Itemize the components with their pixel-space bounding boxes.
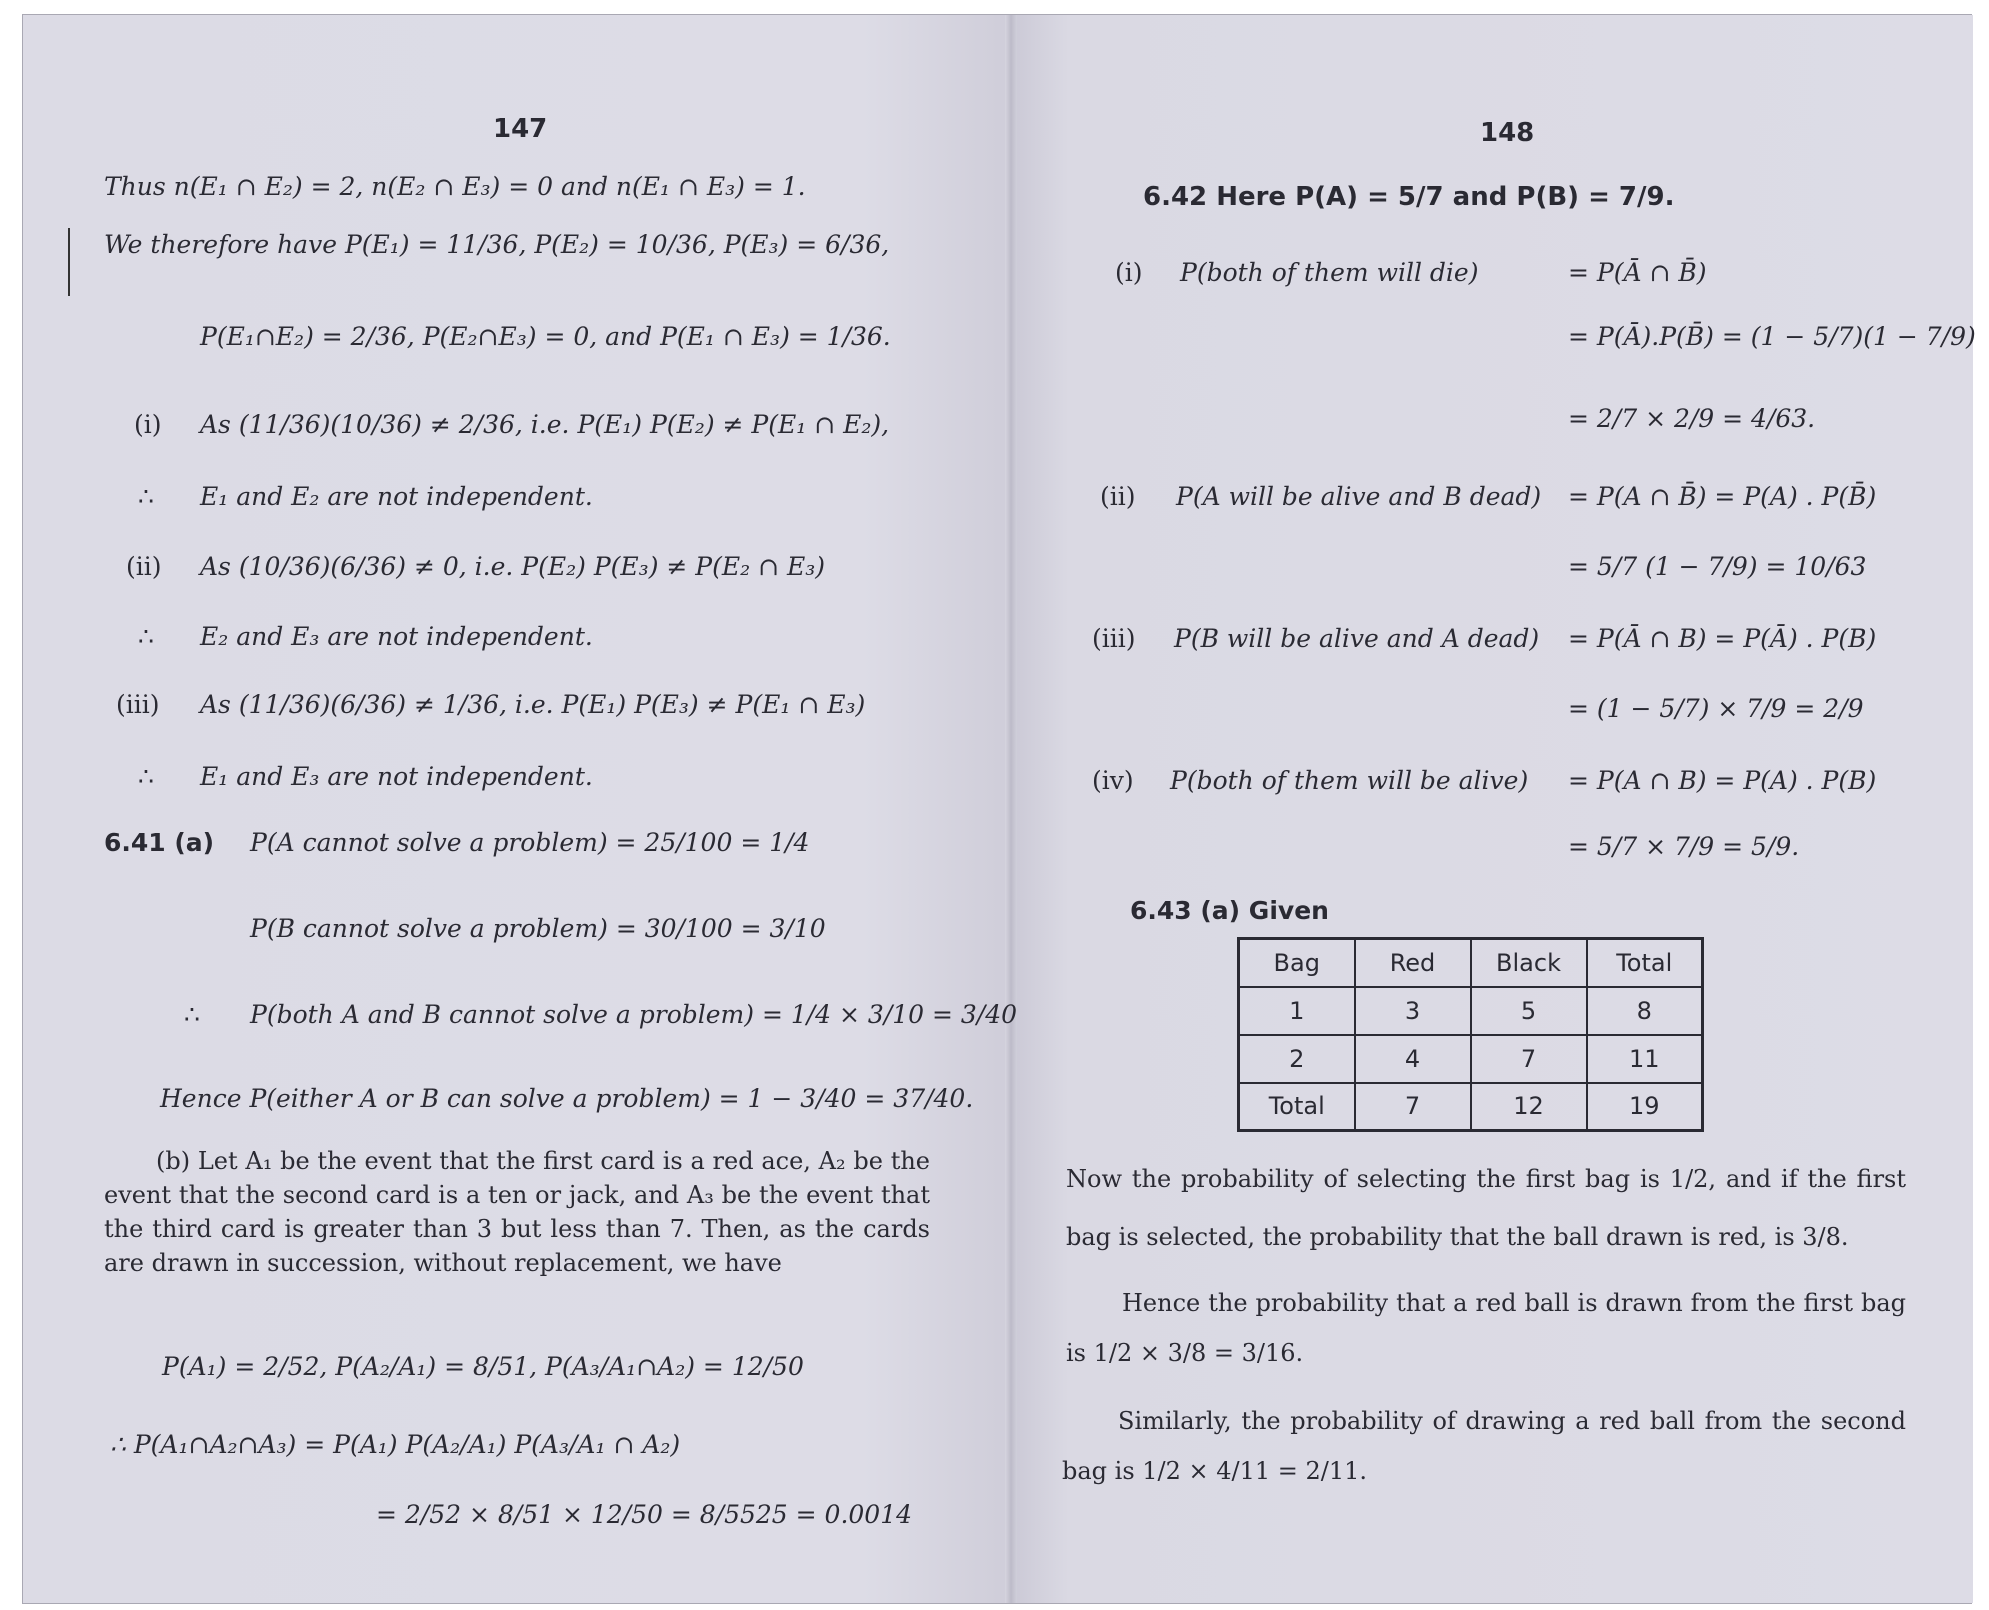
label-r-iv: (iv) (1092, 766, 1134, 795)
table-header-cell: Black (1471, 939, 1587, 987)
label-therefore-1: ∴ (138, 482, 154, 511)
label-i: (i) (134, 410, 162, 439)
equation-p-a1: P(A₁) = 2/52, P(A₂/A₁) = 8/51, P(A₃/A₁∩A₂) = 12/50 (162, 1352, 804, 1381)
paragraph-select-bag: Now the probability of selecting the first bag is 1/2, and if the first bag is selected, the probability that the ball drawn is red, is 3/8. (1066, 1165, 1906, 1251)
table-header-cell: Red (1355, 939, 1471, 987)
eq-a-alive-2: = 5/7 (1 − 7/9) = 10/63 (1568, 552, 1867, 581)
desc-both-alive: P(both of them will be alive) (1170, 766, 1529, 795)
desc-both-die: P(both of them will die) (1180, 258, 1479, 287)
eq-b-alive-2: = (1 − 5/7) × 7/9 = 2/9 (1568, 694, 1864, 723)
table-cell: 7 (1355, 1083, 1471, 1131)
right-page-number: 148 (1480, 118, 1535, 148)
table-cell: 8 (1587, 987, 1703, 1035)
eq-both-die: = P(Ā ∩ B̄) (1568, 258, 1707, 287)
table-header-cell: Bag (1239, 939, 1355, 987)
eq-b-alive: = P(Ā ∩ B) = P(Ā) . P(B) (1568, 624, 1877, 653)
line-ii: As (10/36)(6/36) ≠ 0, i.e. P(E₂) P(E₃) ≠ P(E₂ ∩ E₃) (200, 552, 825, 581)
heading-6-43: 6.43 (a) Given (1130, 896, 1329, 925)
desc-a-alive: P(A will be alive and B dead) (1176, 482, 1542, 511)
margin-pen-mark (68, 228, 70, 296)
table-cell: 3 (1355, 987, 1471, 1035)
equation-result: = 2/52 × 8/51 × 12/50 = 8/5525 = 0.0014 (376, 1500, 913, 1529)
heading-6-42: 6.42 Here P(A) = 5/7 and P(B) = 7/9. (1143, 182, 1675, 212)
table-cell: Total (1239, 1083, 1355, 1131)
line-therefore: We therefore have P(E₁) = 11/36, P(E₂) = 10/36, P(E₃) = 6/36, (104, 230, 890, 259)
table-row (1239, 987, 1703, 1035)
equation-p-a1a2a3: ∴ P(A₁∩A₂∩A₃) = P(A₁) P(A₂/A₁) P(A₃/A₁ ∩ A₂) (110, 1430, 681, 1459)
line-b-cannot: P(B cannot solve a problem) = 30/100 = 3/10 (250, 914, 826, 943)
bag-table (1237, 937, 1704, 1132)
label-ii: (ii) (126, 552, 162, 581)
table-cell: 11 (1587, 1035, 1703, 1083)
line-not-indep-2: E₂ and E₃ are not independent. (200, 622, 593, 651)
eq-both-alive: = P(A ∩ B) = P(A) . P(B) (1568, 766, 1877, 795)
table-cell: 7 (1471, 1035, 1587, 1083)
line-not-indep-1: E₁ and E₂ are not independent. (200, 482, 593, 511)
eq-both-die-3: = 2/7 × 2/9 = 4/63. (1568, 404, 1816, 433)
table-cell: 12 (1471, 1083, 1587, 1131)
eq-both-die-2: = P(Ā).P(B̄) = (1 − 5/7)(1 − 7/9) (1568, 322, 1976, 351)
line-intersections: P(E₁∩E₂) = 2/36, P(E₂∩E₃) = 0, and P(E₁ ∩ E₃) = 1/36. (200, 322, 891, 351)
table-cell: 4 (1355, 1035, 1471, 1083)
label-6-41: 6.41 (a) (104, 828, 215, 857)
table-header-cell: Total (1587, 939, 1703, 987)
label-therefore-2: ∴ (138, 622, 154, 651)
paragraph-second-bag: Similarly, the probability of drawing a red ball from the second bag is 1/2 × 4/11 = 2/11. (1062, 1407, 1906, 1485)
paragraph-b: (b) Let A₁ be the event that the first card is a red ace, A₂ be the event that the second card is a ten or jack, and A₃ be the event that the third card is greater than 3 but less than 7. Then, as the cards are drawn in succession, without replacement, we have (104, 1147, 930, 1277)
label-therefore-4: ∴ (184, 1000, 200, 1029)
label-r-i: (i) (1115, 258, 1143, 287)
line-iii: As (11/36)(6/36) ≠ 1/36, i.e. P(E₁) P(E₃) ≠ P(E₁ ∩ E₃) (200, 690, 866, 719)
label-iii: (iii) (116, 690, 160, 719)
line-hence-either: Hence P(either A or B can solve a problem) = 1 − 3/40 = 37/40. (160, 1084, 974, 1113)
book-gutter (1005, 15, 1017, 1603)
table-cell: 2 (1239, 1035, 1355, 1083)
table-cell: 19 (1587, 1083, 1703, 1131)
line-thus: Thus n(E₁ ∩ E₂) = 2, n(E₂ ∩ E₃) = 0 and n(E₁ ∩ E₃) = 1. (104, 172, 806, 201)
left-page-number: 147 (493, 114, 548, 144)
label-r-ii: (ii) (1100, 482, 1136, 511)
table-header-row (1239, 939, 1703, 987)
table-cell: 5 (1471, 987, 1587, 1035)
paragraph-first-bag: Hence the probability that a red ball is drawn from the first bag is 1/2 × 3/8 = 3/16. (1066, 1289, 1906, 1367)
eq-a-alive: = P(A ∩ B̄) = P(A) . P(B̄) (1568, 482, 1877, 511)
table-row (1239, 1035, 1703, 1083)
table-cell: 1 (1239, 987, 1355, 1035)
line-i: As (11/36)(10/36) ≠ 2/36, i.e. P(E₁) P(E₂) ≠ P(E₁ ∩ E₂), (200, 410, 890, 439)
eq-both-alive-2: = 5/7 × 7/9 = 5/9. (1568, 832, 1800, 861)
desc-b-alive: P(B will be alive and A dead) (1174, 624, 1540, 653)
label-therefore-3: ∴ (138, 762, 154, 791)
line-not-indep-3: E₁ and E₃ are not independent. (200, 762, 593, 791)
line-both-cannot: P(both A and B cannot solve a problem) = 1/4 × 3/10 = 3/40 (250, 1000, 1018, 1029)
line-a-cannot: P(A cannot solve a problem) = 25/100 = 1/4 (250, 828, 810, 857)
label-r-iii: (iii) (1092, 624, 1136, 653)
table-row (1239, 1083, 1703, 1131)
